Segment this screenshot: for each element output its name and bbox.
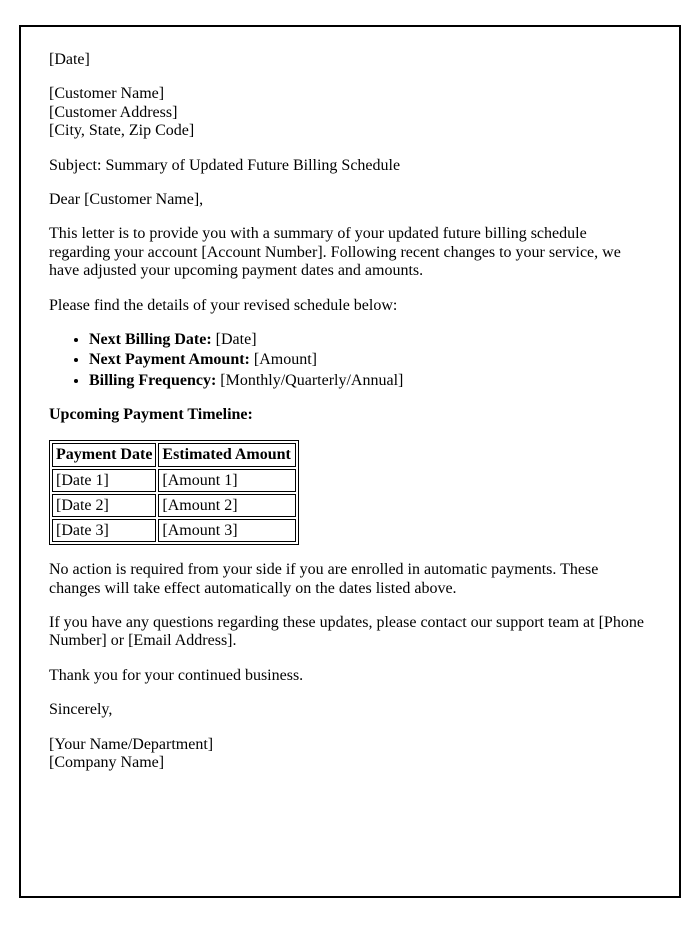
estimated-amount-cell: [Amount 1]	[158, 469, 296, 492]
payment-date-cell: [Date 2]	[52, 494, 156, 517]
list-item	[89, 351, 651, 369]
salutation: Dear [Customer Name],	[49, 190, 204, 208]
payment-schedule-table	[49, 440, 299, 545]
bullet-label: Billing Frequency:	[89, 371, 217, 389]
bullet-value: [Date]	[211, 330, 257, 348]
table-row	[52, 469, 296, 492]
recipient-name: [Customer Name]	[49, 85, 165, 103]
billing-detail-list	[49, 331, 651, 390]
date-line: [Date]	[49, 51, 90, 68]
recipient-address: [Customer Address]	[49, 103, 178, 121]
column-header-estimated-amount: Estimated Amount	[158, 443, 296, 466]
recipient-block	[49, 85, 651, 140]
paragraph-questions: If you have any questions regarding these updates, please contact our support team at [Phone Number] or [Email Address].	[49, 614, 644, 650]
signature-company: [Company Name]	[49, 753, 165, 771]
letter-page	[19, 25, 681, 898]
paragraph-no-action: No action is required from your side if you are enrolled in automatic payments. These changes will take effect automatically on the dates listed above.	[49, 561, 599, 597]
estimated-amount-cell: [Amount 2]	[158, 494, 296, 517]
paragraph-details-lead: Please find the details of your revised schedule below:	[49, 296, 398, 314]
estimated-amount-cell: [Amount 3]	[158, 519, 296, 542]
bullet-label: Next Billing Date:	[89, 330, 212, 348]
paragraph-intro: This letter is to provide you with a summary of your updated future billing schedule regarding your account [Account Number]. Following recent changes to your service, we have adjusted your upcoming payment dates and amounts.	[49, 225, 621, 280]
payment-date-cell: [Date 1]	[52, 469, 156, 492]
signature-name: [Your Name/Department]	[49, 735, 214, 753]
bullet-value: [Monthly/Quarterly/Annual]	[216, 371, 404, 389]
closing: Sincerely,	[49, 701, 113, 719]
timeline-heading: Upcoming Payment Timeline:	[49, 406, 253, 424]
signature-block	[49, 736, 651, 773]
table-row	[52, 494, 296, 517]
bullet-label: Next Payment Amount:	[89, 351, 250, 369]
subject-line: Subject: Summary of Updated Future Billing Schedule	[49, 156, 401, 174]
column-header-payment-date: Payment Date	[52, 443, 156, 466]
bullet-value: [Amount]	[249, 351, 317, 369]
recipient-city-state-zip: [City, State, Zip Code]	[49, 122, 195, 140]
table-row	[52, 519, 296, 542]
payment-date-cell: [Date 3]	[52, 519, 156, 542]
table-header-row	[52, 443, 296, 466]
paragraph-thanks: Thank you for your continued business.	[49, 666, 304, 684]
list-item	[89, 331, 651, 349]
list-item	[89, 372, 651, 390]
